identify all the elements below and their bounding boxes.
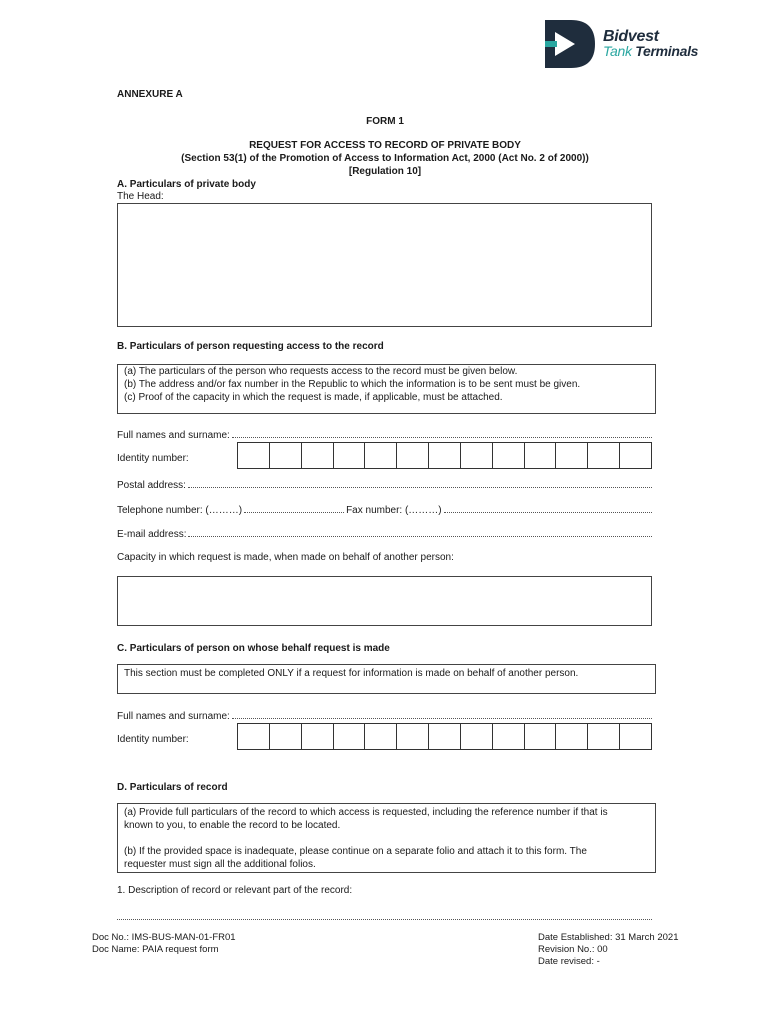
identity-number-grid[interactable] xyxy=(237,442,652,469)
footer-doc-no: Doc No.: IMS-BUS-MAN-01-FR01 xyxy=(92,932,236,943)
behalf-full-names-label: Full names and surname: xyxy=(117,711,230,722)
behalf-full-names-field[interactable] xyxy=(232,709,652,719)
private-body-head-field[interactable] xyxy=(117,203,652,327)
postal-address-row xyxy=(117,478,652,492)
behalf-identity-number-grid[interactable] xyxy=(237,723,652,750)
email-field[interactable] xyxy=(188,527,652,537)
section-b-heading: B. Particulars of person requesting access to the record xyxy=(117,341,384,352)
id-digit-cell[interactable] xyxy=(365,443,397,468)
id-digit-cell[interactable] xyxy=(493,443,525,468)
section-d-note-b-line1: (b) If the provided space is inadequate, please continue on a separate folio and attach it to this form. The xyxy=(124,846,587,857)
section-d-note-a-line2: known to you, to enable the record to be located. xyxy=(124,820,341,831)
description-label: 1. Description of record or relevant part of the record: xyxy=(117,885,353,896)
id-digit-cell[interactable] xyxy=(588,724,620,749)
id-digit-cell[interactable] xyxy=(270,443,302,468)
email-row xyxy=(117,527,652,541)
id-digit-cell[interactable] xyxy=(525,443,557,468)
id-digit-cell[interactable] xyxy=(334,443,366,468)
footer-revision: Revision No.: 00 xyxy=(538,944,608,955)
telephone-fax-row xyxy=(117,503,652,517)
id-digit-cell[interactable] xyxy=(493,724,525,749)
section-d-heading: D. Particulars of record xyxy=(117,782,228,793)
id-digit-cell[interactable] xyxy=(461,724,493,749)
logo-word-terminals: Terminals xyxy=(635,43,699,59)
full-names-label: Full names and surname: xyxy=(117,430,230,441)
full-names-field[interactable] xyxy=(232,428,652,438)
fax-field[interactable] xyxy=(444,503,652,513)
footer-doc-name: Doc Name: PAIA request form xyxy=(92,944,219,955)
form-title: REQUEST FOR ACCESS TO RECORD OF PRIVATE BODY xyxy=(249,140,521,151)
id-digit-cell[interactable] xyxy=(397,443,429,468)
section-c-note-box xyxy=(117,664,656,694)
section-d-note-a-line1: (a) Provide full particulars of the record to which access is requested, including the reference number if that is xyxy=(124,807,608,818)
postal-address-label: Postal address: xyxy=(117,480,186,491)
annexure-label: ANNEXURE A xyxy=(117,89,183,100)
section-d-note-b-line2: requester must sign all the additional folios. xyxy=(124,859,316,870)
id-digit-cell[interactable] xyxy=(302,443,334,468)
company-logo-icon xyxy=(545,20,595,68)
id-digit-cell[interactable] xyxy=(620,443,651,468)
capacity-field[interactable] xyxy=(117,576,652,626)
section-b-notes-box xyxy=(117,364,656,414)
postal-address-field[interactable] xyxy=(188,478,652,488)
logo-text-bidvest: Bidvest xyxy=(603,28,659,45)
section-c-note: This section must be completed ONLY if a request for information is made on behalf of another person. xyxy=(124,668,579,679)
fax-label: Fax number: (………) xyxy=(346,505,442,516)
id-digit-cell[interactable] xyxy=(238,724,270,749)
identity-number-label: Identity number: xyxy=(117,453,189,464)
id-digit-cell[interactable] xyxy=(365,724,397,749)
section-b-note-b: (b) The address and/or fax number in the Republic to which the information is to be sent must be given. xyxy=(124,379,581,390)
section-a-heading: A. Particulars of private body xyxy=(117,179,256,190)
behalf-full-names-row xyxy=(117,709,652,723)
section-c-heading: C. Particulars of person on whose behalf request is made xyxy=(117,643,390,654)
section-b-note-c: (c) Proof of the capacity in which the request is made, if applicable, must be attached. xyxy=(124,392,503,403)
id-digit-cell[interactable] xyxy=(429,443,461,468)
logo-word-tank: Tank xyxy=(603,43,632,59)
section-b-note-a: (a) The particulars of the person who requests access to the record must be given below. xyxy=(124,366,518,377)
id-digit-cell[interactable] xyxy=(397,724,429,749)
capacity-label: Capacity in which request is made, when made on behalf of another person: xyxy=(117,552,454,563)
head-label: The Head: xyxy=(117,191,164,202)
description-field[interactable] xyxy=(117,910,652,920)
form-subtitle: (Section 53(1) of the Promotion of Access to Information Act, 2000 (Act No. 2 of 2000)) xyxy=(181,153,589,164)
id-digit-cell[interactable] xyxy=(588,443,620,468)
id-digit-cell[interactable] xyxy=(556,724,588,749)
id-digit-cell[interactable] xyxy=(429,724,461,749)
id-digit-cell[interactable] xyxy=(620,724,651,749)
logo-text-tank-terminals xyxy=(603,43,698,59)
id-digit-cell[interactable] xyxy=(525,724,557,749)
full-names-row xyxy=(117,428,652,442)
id-digit-cell[interactable] xyxy=(302,724,334,749)
id-digit-cell[interactable] xyxy=(461,443,493,468)
section-d-notes-box xyxy=(117,803,656,873)
form-number: FORM 1 xyxy=(366,116,404,127)
id-digit-cell[interactable] xyxy=(334,724,366,749)
footer-date-established: Date Established: 31 March 2021 xyxy=(538,932,679,943)
id-digit-cell[interactable] xyxy=(270,724,302,749)
email-label: E-mail address: xyxy=(117,529,187,540)
telephone-label: Telephone number: (………) xyxy=(117,505,243,516)
footer-date-revised: Date revised: - xyxy=(538,956,600,967)
regulation-label: [Regulation 10] xyxy=(348,166,422,177)
telephone-field[interactable] xyxy=(244,503,344,513)
id-digit-cell[interactable] xyxy=(556,443,588,468)
behalf-identity-number-label: Identity number: xyxy=(117,734,189,745)
id-digit-cell[interactable] xyxy=(238,443,270,468)
